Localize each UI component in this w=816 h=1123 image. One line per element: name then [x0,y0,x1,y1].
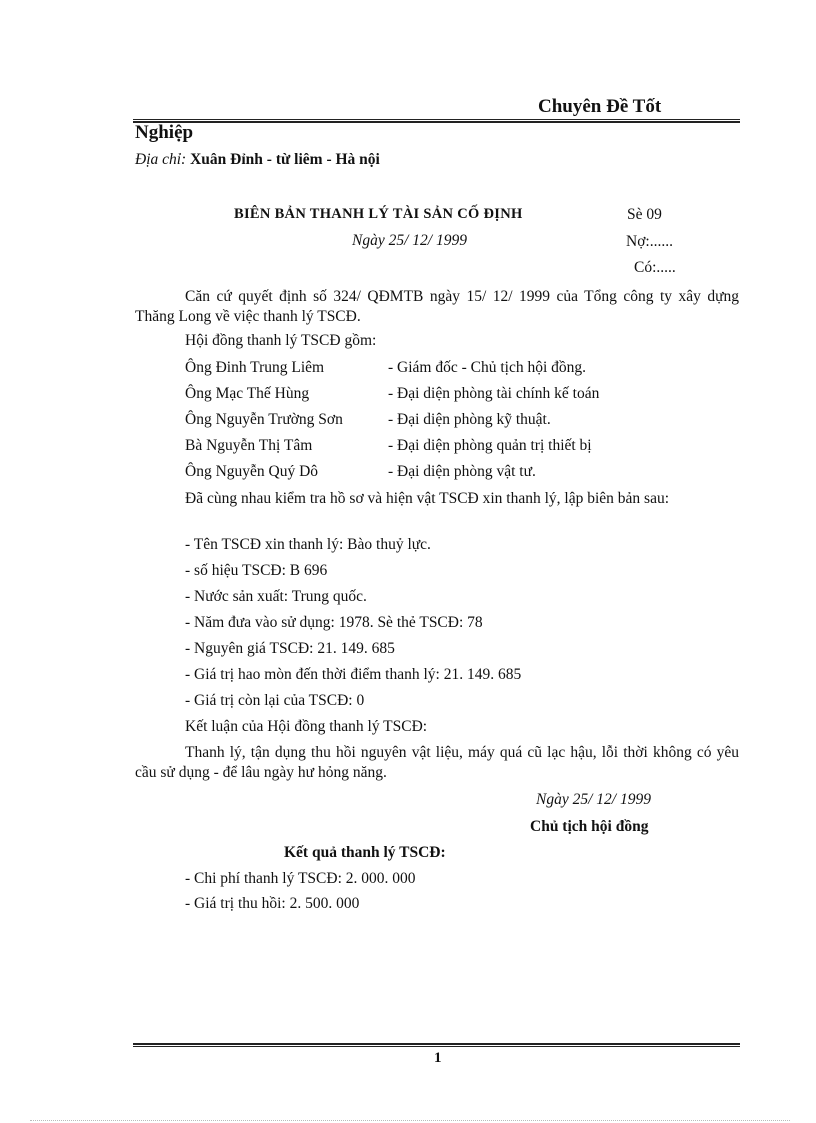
member-name: Ông Nguyễn Trường Sơn [185,411,343,428]
address-value: Xuân Đỉnh - từ liêm - Hà nội [186,151,380,168]
address-line [135,151,380,169]
page-number: 1 [434,1050,442,1066]
member-role: - Đại diện phòng vật tư. [388,463,536,480]
result-item: - Chi phí thanh lý TSCĐ: 2. 000. 000 [185,870,416,887]
conclusion-paragraph: Thanh lý, tận dụng thu hồi nguyên vật liệu, máy quá cũ lạc hậu, lỗi thời không có yêu cầu sử dụng - để lâu ngày hư hỏng năng. [135,744,739,781]
document-date: Ngày 25/ 12/ 1999 [352,232,467,249]
signature-date: Ngày 25/ 12/ 1999 [536,791,651,808]
result-title: Kết quả thanh lý TSCĐ: [284,844,446,861]
footer-rule-top [133,1043,740,1045]
credit-field: Có:..... [634,259,676,276]
member-name: Ông Nguyễn Quý Dô [185,463,319,480]
document-number: Sè 09 [627,206,662,223]
asset-item: - Nguyên giá TSCĐ: 21. 149. 685 [185,640,395,657]
member-role: - Đại diện phòng kỹ thuật. [388,411,551,428]
member-role: - Giám đốc - Chủ tịch hội đồng. [388,359,587,376]
address-label: Địa chỉ: [135,151,187,168]
basis-paragraph: Căn cứ quyết định số 324/ QĐMTB ngày 15/ 12/ 1999 của Tổng công ty xây dựng Thăng Long về việc thanh lý TSCĐ. [135,288,739,325]
company-name: Nghiệp [135,122,194,143]
asset-item: - Giá trị hao mòn đến thời điểm thanh lý: 21. 149. 685 [185,666,522,683]
asset-item: - Tên TSCĐ xin thanh lý: Bào thuỷ lực. [185,536,431,553]
debit-field: Nợ:...... [626,233,673,250]
header-title: Chuyên Đề Tốt [538,96,662,117]
result-item: - Giá trị thu hồi: 2. 500. 000 [185,895,360,912]
asset-item: - Giá trị còn lại của TSCĐ: 0 [185,692,365,709]
inspection-paragraph: Đã cùng nhau kiểm tra hồ sơ và hiện vật TSCĐ xin thanh lý, lập biên bản sau: [185,490,670,507]
asset-item: - Nước sản xuất: Trung quốc. [185,588,367,605]
signature-role: Chủ tịch hội đồng [530,818,649,835]
member-name: Bà Nguyễn Thị Tâm [185,437,313,454]
member-role: - Đại diện phòng tài chính kế toán [388,385,600,402]
page-bottom-border [30,1120,790,1121]
footer-rule-bottom [133,1046,740,1047]
member-name: Ông Đinh Trung Liêm [185,359,325,376]
document-title: BIÊN BẢN THANH LÝ TÀI SẢN CỐ ĐỊNH [234,206,523,222]
member-role: - Đại diện phòng quản trị thiết bị [388,437,592,454]
conclusion-label: Kết luận của Hội đồng thanh lý TSCĐ: [185,718,428,735]
member-name: Ông Mạc Thế Hùng [185,385,310,402]
asset-item: - số hiệu TSCĐ: B 696 [185,562,328,579]
header-rule-top [133,119,740,120]
header-rule-bottom [133,121,740,123]
asset-item: - Năm đưa vào sử dụng: 1978. Sè thẻ TSCĐ: 78 [185,614,483,631]
council-intro: Hội đồng thanh lý TSCĐ gồm: [185,332,377,349]
